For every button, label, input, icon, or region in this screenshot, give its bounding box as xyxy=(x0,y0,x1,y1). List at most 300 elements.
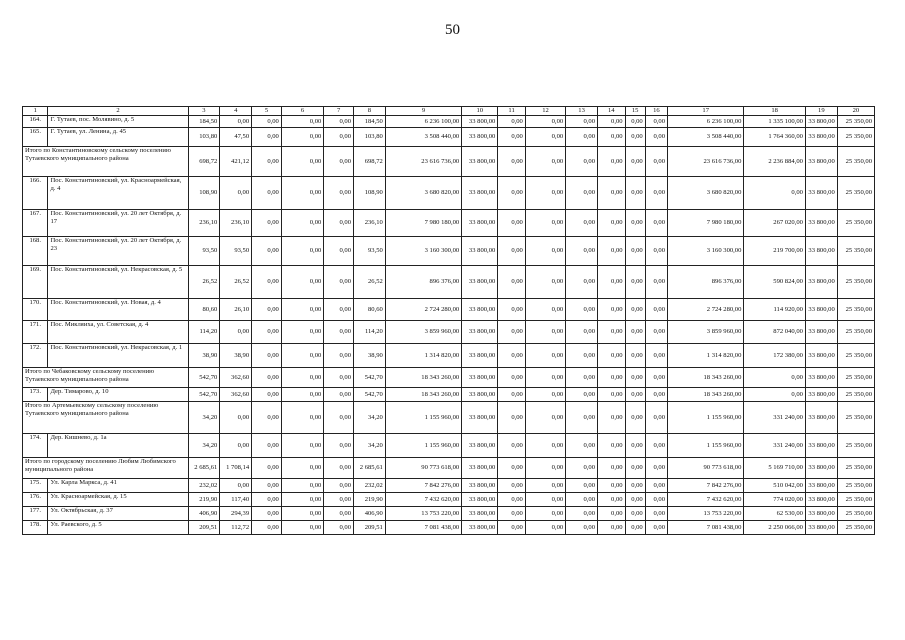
value-cell: 0,00 xyxy=(566,116,598,128)
value-cell: 0,00 xyxy=(645,344,667,368)
value-cell: 25 350,00 xyxy=(837,237,874,266)
column-header: 17 xyxy=(668,107,744,116)
value-cell: 0,00 xyxy=(525,507,565,521)
value-cell: 0,00 xyxy=(566,479,598,493)
value-cell: 0,00 xyxy=(252,177,282,210)
value-cell: 33 800,00 xyxy=(462,458,498,479)
value-cell: 0,00 xyxy=(598,344,626,368)
value-cell: 3 680 820,00 xyxy=(668,177,744,210)
data-table xyxy=(22,106,875,535)
value-cell: 2 236 884,00 xyxy=(744,147,806,177)
value-cell: 0,00 xyxy=(324,479,354,493)
value-cell: 0,00 xyxy=(645,402,667,434)
value-cell: 93,50 xyxy=(220,237,252,266)
value-cell: 0,00 xyxy=(498,321,526,344)
value-cell: 3 859 960,00 xyxy=(385,321,461,344)
value-cell: 7 980 180,00 xyxy=(668,210,744,237)
value-cell: 0,00 xyxy=(324,402,354,434)
value-cell: 0,00 xyxy=(498,116,526,128)
value-cell: 0,00 xyxy=(281,344,323,368)
value-cell: 406,90 xyxy=(188,507,220,521)
value-cell: 0,00 xyxy=(625,479,645,493)
value-cell: 1 155 960,00 xyxy=(668,434,744,458)
value-cell: 0,00 xyxy=(625,434,645,458)
value-cell: 0,00 xyxy=(220,402,252,434)
column-header: 6 xyxy=(281,107,323,116)
value-cell: 0,00 xyxy=(252,458,282,479)
value-cell: 33 800,00 xyxy=(462,344,498,368)
value-cell: 34,20 xyxy=(354,402,386,434)
column-header: 18 xyxy=(744,107,806,116)
value-cell: 25 350,00 xyxy=(837,458,874,479)
value-cell: 0,00 xyxy=(252,368,282,388)
table-row xyxy=(23,177,875,210)
table-row xyxy=(23,434,875,458)
value-cell: 0,00 xyxy=(598,458,626,479)
value-cell: 114,20 xyxy=(188,321,220,344)
value-cell: 294,39 xyxy=(220,507,252,521)
value-cell: 1 155 960,00 xyxy=(668,402,744,434)
value-cell: 25 350,00 xyxy=(837,177,874,210)
value-cell: 0,00 xyxy=(625,147,645,177)
value-cell: 0,00 xyxy=(566,299,598,321)
value-cell: 0,00 xyxy=(598,521,626,535)
value-cell: 0,00 xyxy=(525,368,565,388)
value-cell: 0,00 xyxy=(281,507,323,521)
column-header: 9 xyxy=(385,107,461,116)
value-cell: 0,00 xyxy=(525,299,565,321)
value-cell: 0,00 xyxy=(220,116,252,128)
value-cell: 2 685,61 xyxy=(188,458,220,479)
value-cell: 13 753 220,00 xyxy=(668,507,744,521)
value-cell: 0,00 xyxy=(566,321,598,344)
value-cell: 33 800,00 xyxy=(462,507,498,521)
address-cell: Г. Тутаев, пос. Молявино, д. 5 xyxy=(48,116,188,128)
value-cell: 0,00 xyxy=(252,344,282,368)
value-cell: 0,00 xyxy=(498,299,526,321)
value-cell: 0,00 xyxy=(324,507,354,521)
value-cell: 542,70 xyxy=(354,368,386,388)
value-cell: 0,00 xyxy=(566,493,598,507)
value-cell: 33 800,00 xyxy=(805,458,837,479)
value-cell: 25 350,00 xyxy=(837,266,874,299)
value-cell: 0,00 xyxy=(566,434,598,458)
value-cell: 0,00 xyxy=(498,493,526,507)
value-cell: 0,00 xyxy=(566,458,598,479)
value-cell: 114 920,00 xyxy=(744,299,806,321)
value-cell: 0,00 xyxy=(645,479,667,493)
value-cell: 0,00 xyxy=(281,402,323,434)
value-cell: 25 350,00 xyxy=(837,507,874,521)
value-cell: 33 800,00 xyxy=(805,521,837,535)
column-header: 19 xyxy=(805,107,837,116)
value-cell: 0,00 xyxy=(252,116,282,128)
value-cell: 0,00 xyxy=(498,237,526,266)
value-cell: 0,00 xyxy=(324,388,354,402)
value-cell: 0,00 xyxy=(525,128,565,147)
value-cell: 0,00 xyxy=(566,521,598,535)
value-cell: 25 350,00 xyxy=(837,299,874,321)
value-cell: 0,00 xyxy=(625,321,645,344)
value-cell: 33 800,00 xyxy=(805,299,837,321)
value-cell: 23 616 736,00 xyxy=(385,147,461,177)
value-cell: 3 160 300,00 xyxy=(385,237,461,266)
value-cell: 0,00 xyxy=(625,177,645,210)
value-cell: 3 680 820,00 xyxy=(385,177,461,210)
row-number: 174. xyxy=(23,434,48,458)
value-cell: 0,00 xyxy=(498,128,526,147)
value-cell: 0,00 xyxy=(324,321,354,344)
table-row xyxy=(23,521,875,535)
value-cell: 33 800,00 xyxy=(805,116,837,128)
value-cell: 90 773 618,00 xyxy=(668,458,744,479)
value-cell: 33 800,00 xyxy=(805,388,837,402)
value-cell: 0,00 xyxy=(281,116,323,128)
value-cell: 542,70 xyxy=(188,368,220,388)
value-cell: 0,00 xyxy=(525,388,565,402)
value-cell: 33 800,00 xyxy=(462,299,498,321)
value-cell: 236,10 xyxy=(220,210,252,237)
value-cell: 33 800,00 xyxy=(805,266,837,299)
value-cell: 0,00 xyxy=(498,266,526,299)
value-cell: 18 343 260,00 xyxy=(668,368,744,388)
value-cell: 0,00 xyxy=(525,116,565,128)
value-cell: 18 343 260,00 xyxy=(385,368,461,388)
subtotal-label: Итого по Артемьевскому сельскому поселению Тутаевского муниципального района xyxy=(23,402,189,434)
value-cell: 0,00 xyxy=(324,147,354,177)
value-cell: 0,00 xyxy=(645,177,667,210)
value-cell: 1 764 360,00 xyxy=(744,128,806,147)
value-cell: 0,00 xyxy=(281,147,323,177)
value-cell: 103,80 xyxy=(354,128,386,147)
value-cell: 219,90 xyxy=(188,493,220,507)
table-row xyxy=(23,116,875,128)
column-header: 5 xyxy=(252,107,282,116)
value-cell: 5 169 710,00 xyxy=(744,458,806,479)
value-cell: 590 824,00 xyxy=(744,266,806,299)
value-cell: 1 155 960,00 xyxy=(385,402,461,434)
value-cell: 0,00 xyxy=(324,237,354,266)
value-cell: 0,00 xyxy=(498,344,526,368)
value-cell: 33 800,00 xyxy=(462,128,498,147)
row-number: 168. xyxy=(23,237,48,266)
value-cell: 896 376,00 xyxy=(385,266,461,299)
value-cell: 0,00 xyxy=(566,402,598,434)
value-cell: 0,00 xyxy=(324,521,354,535)
value-cell: 2 724 280,00 xyxy=(668,299,744,321)
value-cell: 33 800,00 xyxy=(462,521,498,535)
column-header: 20 xyxy=(837,107,874,116)
value-cell: 33 800,00 xyxy=(462,321,498,344)
value-cell: 0,00 xyxy=(625,128,645,147)
value-cell: 3 160 300,00 xyxy=(668,237,744,266)
value-cell: 7 432 620,00 xyxy=(385,493,461,507)
value-cell: 0,00 xyxy=(252,210,282,237)
value-cell: 25 350,00 xyxy=(837,402,874,434)
row-number: 173. xyxy=(23,388,48,402)
value-cell: 38,90 xyxy=(220,344,252,368)
value-cell: 0,00 xyxy=(645,368,667,388)
value-cell: 33 800,00 xyxy=(462,368,498,388)
value-cell: 0,00 xyxy=(252,479,282,493)
column-header: 11 xyxy=(498,107,526,116)
value-cell: 267 020,00 xyxy=(744,210,806,237)
value-cell: 7 980 180,00 xyxy=(385,210,461,237)
column-header: 12 xyxy=(525,107,565,116)
value-cell: 0,00 xyxy=(625,237,645,266)
value-cell: 0,00 xyxy=(498,368,526,388)
value-cell: 0,00 xyxy=(566,147,598,177)
value-cell: 0,00 xyxy=(252,266,282,299)
value-cell: 0,00 xyxy=(625,299,645,321)
table-row xyxy=(23,479,875,493)
value-cell: 25 350,00 xyxy=(837,344,874,368)
value-cell: 0,00 xyxy=(645,299,667,321)
value-cell: 0,00 xyxy=(598,147,626,177)
value-cell: 2 724 280,00 xyxy=(385,299,461,321)
value-cell: 0,00 xyxy=(498,507,526,521)
value-cell: 0,00 xyxy=(744,368,806,388)
value-cell: 774 020,00 xyxy=(744,493,806,507)
value-cell: 0,00 xyxy=(281,321,323,344)
value-cell: 0,00 xyxy=(281,177,323,210)
value-cell: 0,00 xyxy=(498,388,526,402)
column-header: 13 xyxy=(566,107,598,116)
address-cell: Пос. Микляиха, ул. Советская, д. 4 xyxy=(48,321,188,344)
value-cell: 33 800,00 xyxy=(805,128,837,147)
subtotal-row xyxy=(23,368,875,388)
value-cell: 108,90 xyxy=(354,177,386,210)
value-cell: 0,00 xyxy=(281,458,323,479)
value-cell: 117,40 xyxy=(220,493,252,507)
column-header: 16 xyxy=(645,107,667,116)
table-body xyxy=(23,107,875,535)
address-cell: Пос. Константиновский, ул. Некрасовская, д. 1 xyxy=(48,344,188,368)
value-cell: 0,00 xyxy=(498,402,526,434)
value-cell: 0,00 xyxy=(566,237,598,266)
address-cell: Пос. Константиновский, ул. Новая, д. 4 xyxy=(48,299,188,321)
value-cell: 33 800,00 xyxy=(805,147,837,177)
value-cell: 236,10 xyxy=(354,210,386,237)
value-cell: 0,00 xyxy=(252,388,282,402)
value-cell: 0,00 xyxy=(525,237,565,266)
value-cell: 0,00 xyxy=(625,210,645,237)
value-cell: 0,00 xyxy=(220,479,252,493)
value-cell: 0,00 xyxy=(598,507,626,521)
value-cell: 0,00 xyxy=(252,507,282,521)
value-cell: 421,12 xyxy=(220,147,252,177)
row-number: 169. xyxy=(23,266,48,299)
value-cell: 0,00 xyxy=(281,521,323,535)
value-cell: 0,00 xyxy=(598,266,626,299)
value-cell: 3 508 440,00 xyxy=(668,128,744,147)
value-cell: 25 350,00 xyxy=(837,479,874,493)
table-row xyxy=(23,210,875,237)
value-cell: 0,00 xyxy=(281,237,323,266)
value-cell: 0,00 xyxy=(281,128,323,147)
value-cell: 0,00 xyxy=(645,128,667,147)
value-cell: 362,60 xyxy=(220,388,252,402)
value-cell: 7 842 276,00 xyxy=(668,479,744,493)
value-cell: 33 800,00 xyxy=(805,237,837,266)
address-cell: Пос. Константиновский, ул. 20 лет Октября, д. 17 xyxy=(48,210,188,237)
value-cell: 0,00 xyxy=(252,493,282,507)
subtotal-label: Итого по Чебаковскому сельскому поселению Тутаевского муниципального района xyxy=(23,368,189,388)
value-cell: 33 800,00 xyxy=(462,434,498,458)
row-number: 172. xyxy=(23,344,48,368)
table-row xyxy=(23,266,875,299)
value-cell: 90 773 618,00 xyxy=(385,458,461,479)
value-cell: 108,90 xyxy=(188,177,220,210)
value-cell: 184,50 xyxy=(354,116,386,128)
value-cell: 0,00 xyxy=(645,493,667,507)
value-cell: 0,00 xyxy=(281,434,323,458)
value-cell: 0,00 xyxy=(598,210,626,237)
value-cell: 0,00 xyxy=(324,210,354,237)
value-cell: 1 314 820,00 xyxy=(668,344,744,368)
value-cell: 0,00 xyxy=(498,210,526,237)
value-cell: 0,00 xyxy=(625,493,645,507)
value-cell: 232,02 xyxy=(188,479,220,493)
value-cell: 33 800,00 xyxy=(805,402,837,434)
value-cell: 0,00 xyxy=(498,521,526,535)
value-cell: 33 800,00 xyxy=(805,344,837,368)
value-cell: 0,00 xyxy=(324,116,354,128)
value-cell: 0,00 xyxy=(566,388,598,402)
subtotal-row xyxy=(23,402,875,434)
value-cell: 33 800,00 xyxy=(462,388,498,402)
value-cell: 0,00 xyxy=(645,388,667,402)
value-cell: 0,00 xyxy=(281,210,323,237)
value-cell: 62 530,00 xyxy=(744,507,806,521)
value-cell: 236,10 xyxy=(188,210,220,237)
value-cell: 0,00 xyxy=(525,479,565,493)
value-cell: 33 800,00 xyxy=(805,493,837,507)
value-cell: 0,00 xyxy=(625,521,645,535)
value-cell: 3 508 440,00 xyxy=(385,128,461,147)
value-cell: 0,00 xyxy=(645,434,667,458)
value-cell: 0,00 xyxy=(525,266,565,299)
value-cell: 25 350,00 xyxy=(837,434,874,458)
value-cell: 0,00 xyxy=(281,388,323,402)
column-header: 15 xyxy=(625,107,645,116)
table-header-row xyxy=(23,107,875,116)
value-cell: 0,00 xyxy=(525,434,565,458)
value-cell: 18 343 260,00 xyxy=(668,388,744,402)
value-cell: 0,00 xyxy=(525,458,565,479)
value-cell: 33 800,00 xyxy=(805,210,837,237)
value-cell: 331 240,00 xyxy=(744,434,806,458)
value-cell: 0,00 xyxy=(645,321,667,344)
value-cell: 0,00 xyxy=(324,458,354,479)
row-number: 176. xyxy=(23,493,48,507)
value-cell: 25 350,00 xyxy=(837,493,874,507)
value-cell: 1 335 100,00 xyxy=(744,116,806,128)
address-cell: Ул. Красноармейская, д. 15 xyxy=(48,493,188,507)
value-cell: 0,00 xyxy=(645,237,667,266)
value-cell: 93,50 xyxy=(354,237,386,266)
table-row xyxy=(23,388,875,402)
value-cell: 0,00 xyxy=(598,388,626,402)
value-cell: 0,00 xyxy=(324,266,354,299)
value-cell: 0,00 xyxy=(645,458,667,479)
value-cell: 0,00 xyxy=(281,493,323,507)
value-cell: 0,00 xyxy=(525,493,565,507)
value-cell: 2 685,61 xyxy=(354,458,386,479)
value-cell: 0,00 xyxy=(598,402,626,434)
value-cell: 0,00 xyxy=(645,147,667,177)
value-cell: 33 800,00 xyxy=(805,368,837,388)
value-cell: 0,00 xyxy=(498,458,526,479)
value-cell: 26,52 xyxy=(354,266,386,299)
address-cell: Пос. Константиновский, ул. Некрасовская, д. 5 xyxy=(48,266,188,299)
table-row xyxy=(23,344,875,368)
row-number: 175. xyxy=(23,479,48,493)
row-number: 177. xyxy=(23,507,48,521)
value-cell: 0,00 xyxy=(281,299,323,321)
value-cell: 510 042,00 xyxy=(744,479,806,493)
value-cell: 33 800,00 xyxy=(462,493,498,507)
value-cell: 232,02 xyxy=(354,479,386,493)
value-cell: 172 380,00 xyxy=(744,344,806,368)
row-number: 171. xyxy=(23,321,48,344)
value-cell: 0,00 xyxy=(525,344,565,368)
value-cell: 0,00 xyxy=(625,458,645,479)
value-cell: 0,00 xyxy=(566,368,598,388)
value-cell: 80,60 xyxy=(354,299,386,321)
value-cell: 3 859 960,00 xyxy=(668,321,744,344)
value-cell: 33 800,00 xyxy=(462,237,498,266)
value-cell: 0,00 xyxy=(566,128,598,147)
value-cell: 0,00 xyxy=(324,434,354,458)
value-cell: 0,00 xyxy=(220,321,252,344)
value-cell: 0,00 xyxy=(324,177,354,210)
value-cell: 0,00 xyxy=(598,479,626,493)
value-cell: 18 343 260,00 xyxy=(385,388,461,402)
row-number: 170. xyxy=(23,299,48,321)
value-cell: 0,00 xyxy=(598,434,626,458)
value-cell: 103,80 xyxy=(188,128,220,147)
value-cell: 1 314 820,00 xyxy=(385,344,461,368)
value-cell: 0,00 xyxy=(252,521,282,535)
value-cell: 80,60 xyxy=(188,299,220,321)
value-cell: 114,20 xyxy=(354,321,386,344)
value-cell: 33 800,00 xyxy=(462,402,498,434)
value-cell: 0,00 xyxy=(566,344,598,368)
value-cell: 38,90 xyxy=(354,344,386,368)
subtotal-label: Итого по Константиновскому сельскому поселению Тутаевского муниципального района xyxy=(23,147,189,177)
column-header: 2 xyxy=(48,107,188,116)
table-row xyxy=(23,237,875,266)
value-cell: 6 236 100,00 xyxy=(385,116,461,128)
value-cell: 33 800,00 xyxy=(462,177,498,210)
value-cell: 0,00 xyxy=(645,116,667,128)
value-cell: 0,00 xyxy=(220,177,252,210)
value-cell: 0,00 xyxy=(252,434,282,458)
address-cell: Дер. Тимарово, д. 10 xyxy=(48,388,188,402)
value-cell: 0,00 xyxy=(645,210,667,237)
value-cell: 34,20 xyxy=(188,434,220,458)
value-cell: 0,00 xyxy=(744,388,806,402)
value-cell: 25 350,00 xyxy=(837,147,874,177)
value-cell: 0,00 xyxy=(281,266,323,299)
row-number: 167. xyxy=(23,210,48,237)
column-header: 3 xyxy=(188,107,220,116)
value-cell: 0,00 xyxy=(498,479,526,493)
value-cell: 26,52 xyxy=(220,266,252,299)
value-cell: 219,90 xyxy=(354,493,386,507)
value-cell: 0,00 xyxy=(598,128,626,147)
